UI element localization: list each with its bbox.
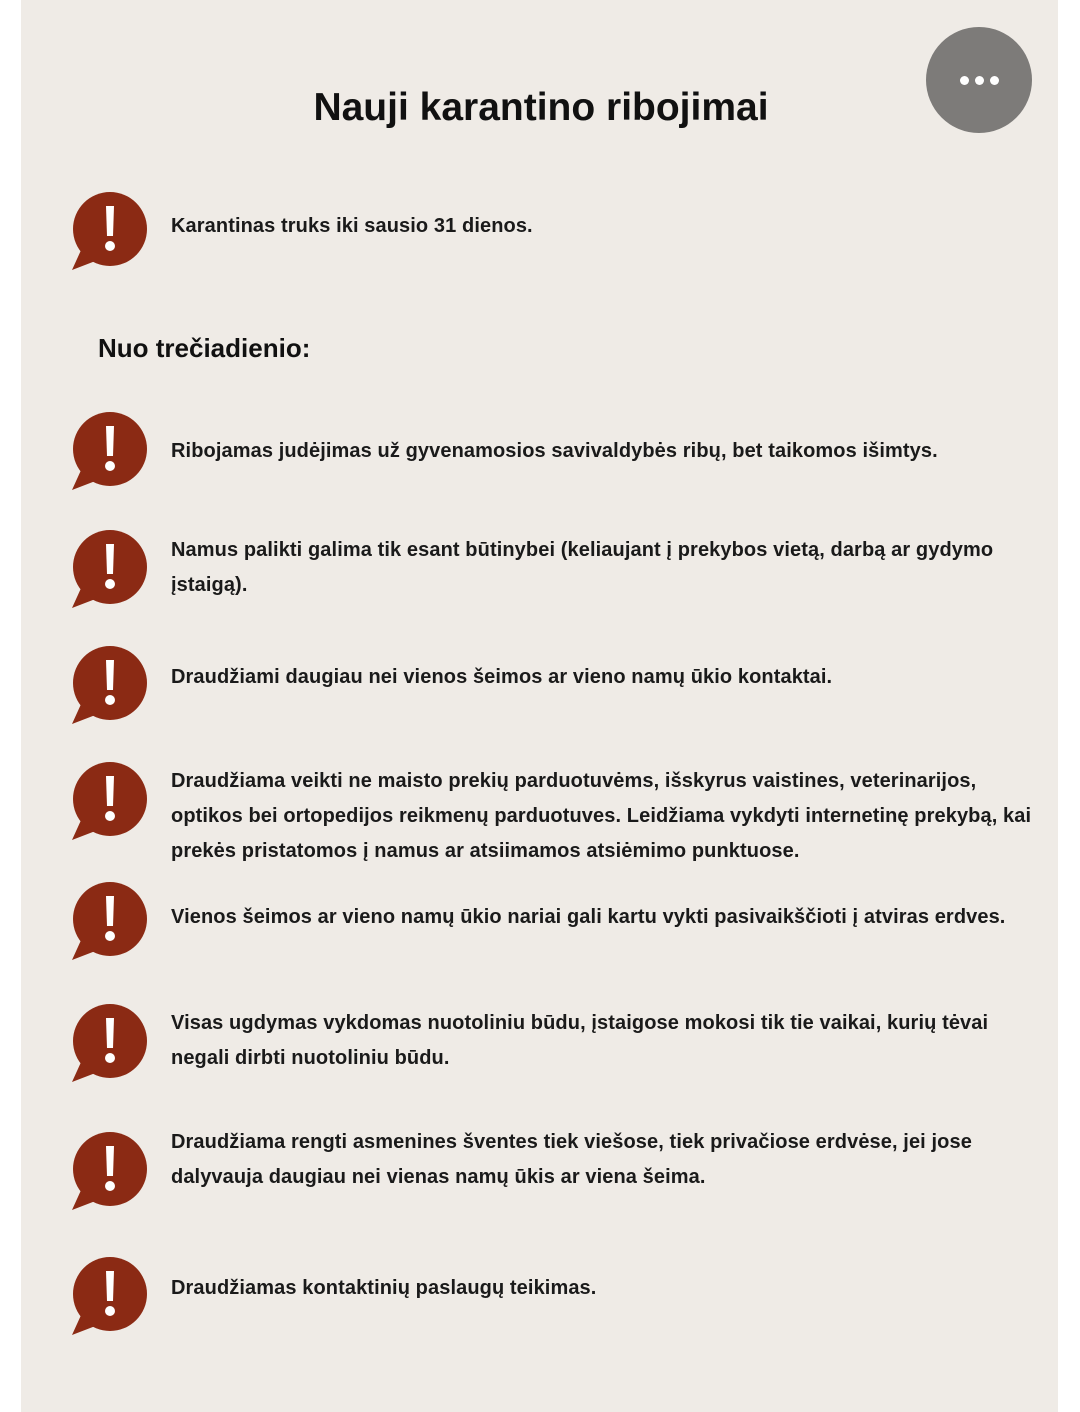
alert-speech-bubble-icon <box>68 1255 152 1339</box>
page-title: Nauji karantino ribojimai <box>313 86 769 129</box>
alert-speech-bubble-icon <box>68 644 152 728</box>
more-horizontal-icon <box>960 76 999 85</box>
alert-speech-bubble-icon <box>68 410 152 494</box>
alert-speech-bubble-icon <box>68 190 152 274</box>
alert-speech-bubble-icon <box>68 528 152 612</box>
more-options-button[interactable] <box>926 27 1032 133</box>
alert-speech-bubble-icon <box>68 880 152 964</box>
restriction-text: Vienos šeimos ar vieno namų ūkio nariai gali kartu vykti pasivaikščioti į atviras erdves. <box>171 906 1006 928</box>
section-heading: Nuo trečiadienio: <box>98 333 311 363</box>
intro-text: Karantinas truks iki sausio 31 dienos. <box>171 215 533 237</box>
content-card <box>21 0 1058 1412</box>
restriction-text: Draudžiami daugiau nei vienos šeimos ar vieno namų ūkio kontaktai. <box>171 666 833 688</box>
restriction-text: Visas ugdymas vykdomas nuotoliniu būdu, įstaigose mokosi tik tie vaikai, kurių tėvai negali dirbti nuotoliniu būdu. <box>171 1012 989 1069</box>
alert-speech-bubble-icon <box>68 760 152 844</box>
restriction-text: Draudžiamas kontaktinių paslaugų teikimas. <box>171 1277 597 1299</box>
restriction-text: Draudžiama rengti asmenines šventes tiek viešose, tiek privačiose erdvėse, jei jose dalyvauja daugiau nei vienas namų ūkis ar viena šeima. <box>171 1131 972 1188</box>
restriction-text: Draudžiama veikti ne maisto prekių parduotuvėms, išskyrus vaistines, veterinarijos, optikos bei ortopedijos reikmenų parduotuves. Leidžiama vykdyti internetinę prekybą, kai prekės pristatomos į namus ar atsiimamos atsiėmimo punktuose. <box>171 770 1032 862</box>
restriction-text: Ribojamas judėjimas už gyvenamosios savivaldybės ribų, bet taikomos išimtys. <box>171 440 938 462</box>
alert-speech-bubble-icon <box>68 1130 152 1214</box>
alert-speech-bubble-icon <box>68 1002 152 1086</box>
restriction-text: Namus palikti galima tik esant būtinybei (keliaujant į prekybos vietą, darbą ar gydymo įstaigą). <box>171 539 994 596</box>
